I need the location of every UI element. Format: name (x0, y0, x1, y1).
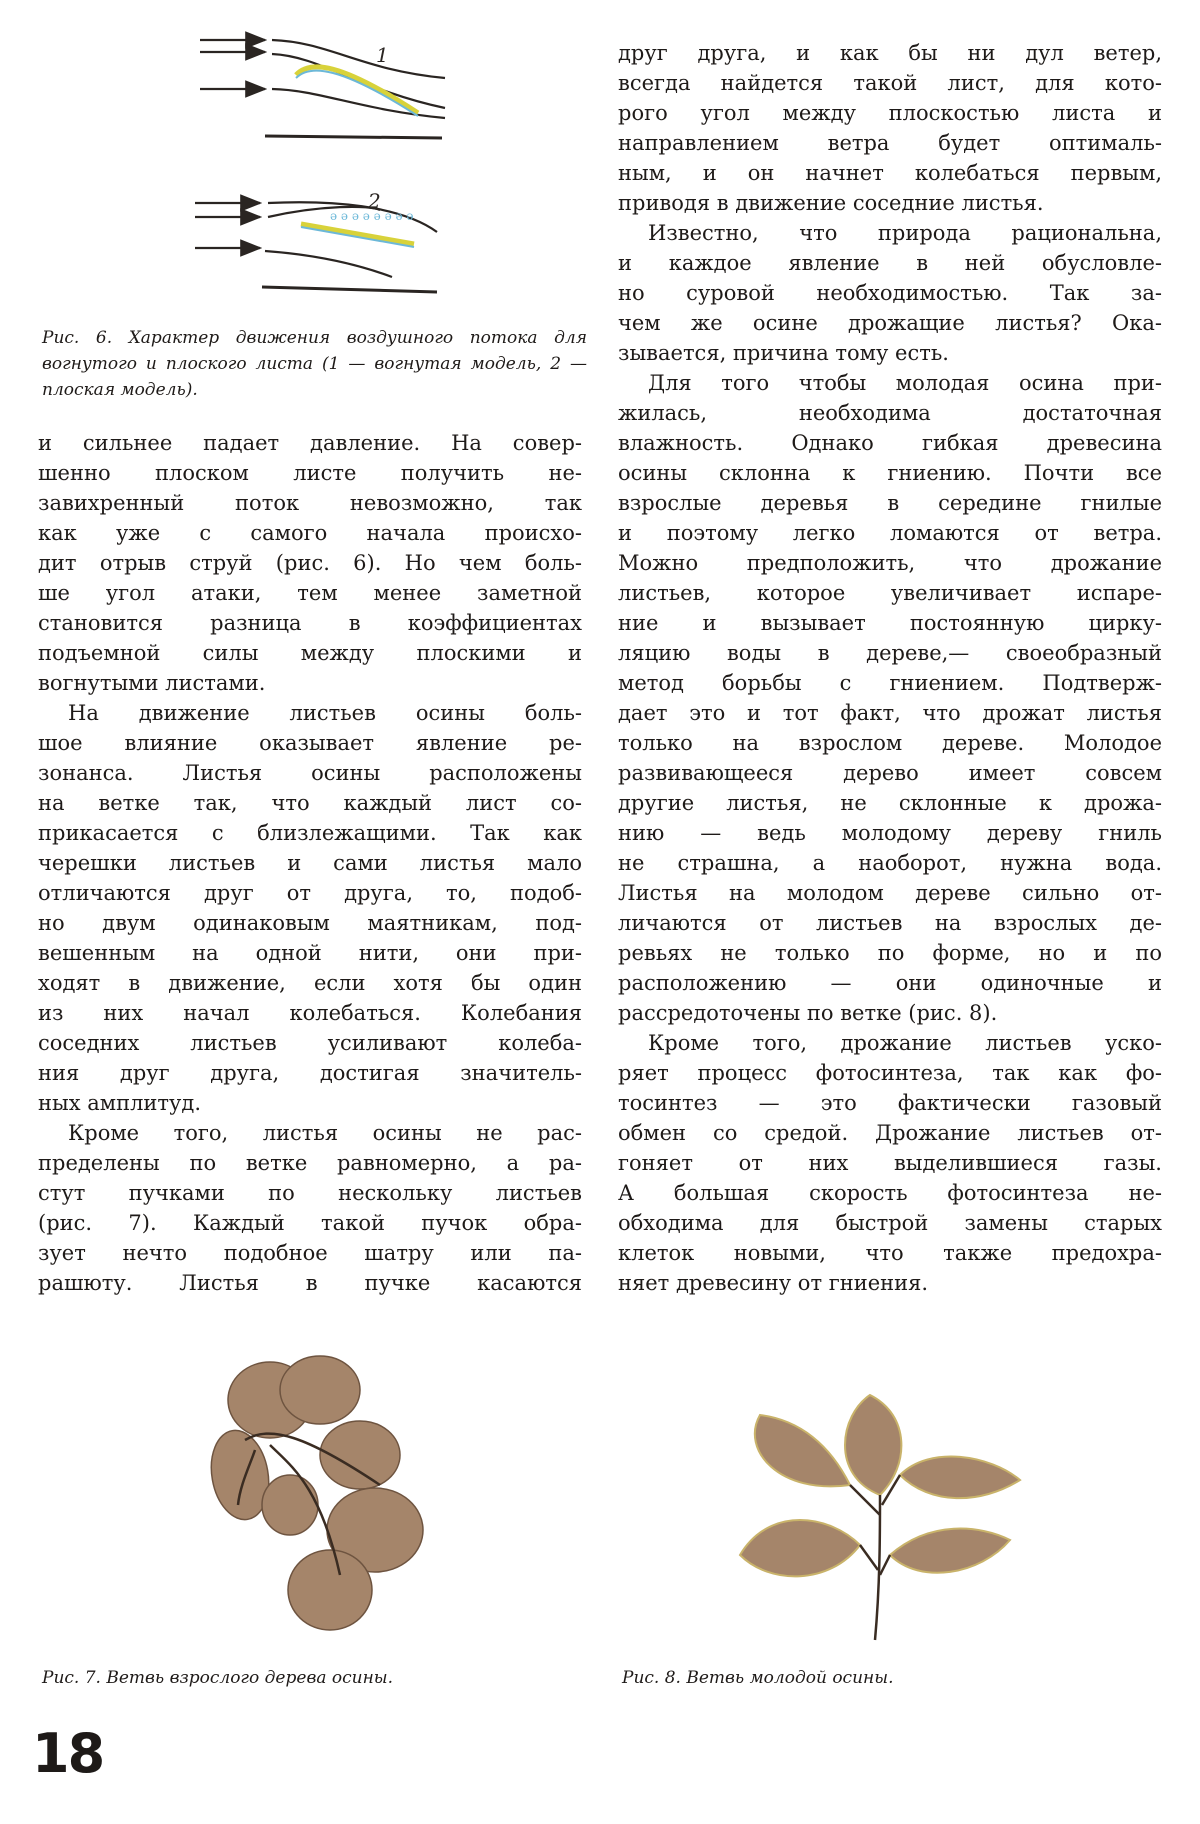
figure-6-airflow-diagram (180, 25, 460, 345)
text-line: ходят в движение, если хотя бы один (38, 971, 582, 995)
text-line: взрослые деревья в середине гнилые (618, 491, 1162, 515)
text-line: Известно, что природа рациональна, (648, 221, 1162, 245)
text-line: (рис. 7). Каждый такой пучок обра- (38, 1211, 582, 1235)
text-line: обходима для быстрой замены старых (618, 1211, 1162, 1235)
text-line: ляцию воды в дереве,— своеобразный (618, 641, 1162, 665)
text-line: ревьях не только по форме, но и по (618, 941, 1162, 965)
text-line: расположению — они одиночные и (618, 971, 1162, 995)
text-line: развивающееся дерево имеет совсем (618, 761, 1162, 785)
text-line: Кроме того, дрожание листьев уско- (648, 1031, 1162, 1055)
text-line: няет древесину от гниения. (618, 1271, 929, 1295)
text-line: из них начал колебаться. Колебания (38, 1001, 582, 1025)
text-line: всегда найдется такой лист, для кото- (618, 71, 1162, 95)
text-line: шое влияние оказывает явление ре- (38, 731, 582, 755)
figure-7-mature-aspen-branch (210, 1355, 450, 1645)
figure-6-caption: Рис. 6. Характер движения воздушного потока для вогнутого и плоского листа (1 — вогнутая модель, 2 — плоская модель). (42, 328, 587, 400)
text-line: ше угол атаки, тем менее заметной (38, 581, 582, 605)
text-line: нию — ведь молодому дереву гниль (618, 821, 1162, 845)
model-label-1: 1 (376, 43, 389, 67)
svg-text:ә ә ә ә ә ә ә ә: ә ә ә ә ә ә ә ә (330, 209, 414, 223)
text-line: рашюту. Листья в пучке касаются (38, 1271, 582, 1295)
text-line: дает это и тот факт, что дрожат листья (618, 701, 1162, 725)
left-text-column (38, 428, 582, 1298)
text-line: на ветке так, что каждый лист со- (38, 791, 582, 815)
text-line: гоняет от них выделившиеся газы. (618, 1151, 1162, 1175)
text-line: но двум одинаковым маятникам, под- (38, 911, 582, 935)
text-line: влажность. Однако гибкая древесина (618, 431, 1162, 455)
text-line: друг друга, и как бы ни дул ветер, (618, 41, 1162, 65)
text-line: вогнутыми листами. (38, 671, 266, 695)
text-line: Листья на молодом дереве сильно от- (618, 881, 1162, 905)
text-line: соседних листьев усиливают колеба- (38, 1031, 582, 1055)
text-line: листьев, которое увеличивает испаре- (618, 581, 1162, 605)
text-line: личаются от листьев на взрослых де- (618, 911, 1162, 935)
text-line: обмен со средой. Дрожание листьев от- (618, 1121, 1162, 1145)
text-line: как уже с самого начала происхо- (38, 521, 582, 545)
text-line: но суровой необходимостью. Так за- (618, 281, 1162, 305)
text-line: ных амплитуд. (38, 1091, 201, 1115)
text-line: прикасается с близлежащими. Так как (38, 821, 582, 845)
text-line: направлением ветра будет оптималь- (618, 131, 1162, 155)
text-line: и сильнее падает давление. На совер- (38, 431, 582, 455)
text-line: дит отрыв струй (рис. 6). Но чем боль- (38, 551, 582, 575)
text-line: шенно плоском листе получить не- (38, 461, 582, 485)
text-line: и каждое явление в ней обусловле- (618, 251, 1162, 275)
model-label-2: 2 (368, 189, 381, 213)
text-line: черешки листьев и сами листья мало (38, 851, 582, 875)
text-line: другие листья, не склонные к дрожа- (618, 791, 1162, 815)
text-line: чем же осине дрожащие листья? Ока- (618, 311, 1162, 335)
text-line: рого угол между плоскостью листа и (618, 101, 1162, 125)
text-line: пределены по ветке равномерно, а ра- (38, 1151, 582, 1175)
text-line: ния друг друга, достигая значитель- (38, 1061, 582, 1085)
figure-7-caption: Рис. 7. Ветвь взрослого дерева осины. (42, 1668, 394, 1688)
text-line: рассредоточены по ветке (рис. 8). (618, 1001, 998, 1025)
text-line: тосинтез — это фактически газовый (618, 1091, 1162, 1115)
text-line: зывается, причина тому есть. (618, 341, 949, 365)
text-line: ние и вызывает постоянную цирку- (618, 611, 1162, 635)
text-line: Можно предположить, что дрожание (618, 551, 1162, 575)
text-line: подъемной силы между плоскими и (38, 641, 582, 665)
text-line: отличаются друг от друга, то, подоб- (38, 881, 582, 905)
text-line: ным, и он начнет колебаться первым, (618, 161, 1162, 185)
text-line: зонанса. Листья осины расположены (38, 761, 582, 785)
concave-leaf-model (296, 67, 418, 113)
text-line: Кроме того, листья осины не рас- (68, 1121, 582, 1145)
text-line: завихренный поток невозможно, так (38, 491, 582, 515)
text-line: Для того чтобы молодая осина при- (648, 371, 1162, 395)
figure-8-caption: Рис. 8. Ветвь молодой осины. (622, 1668, 894, 1688)
text-line: А большая скорость фотосинтеза не- (618, 1181, 1162, 1205)
text-line: зует нечто подобное шатру или па- (38, 1241, 582, 1265)
text-line: осины склонна к гниению. Почти все (618, 461, 1162, 485)
text-line: жилась, необходима достаточная (618, 401, 1162, 425)
text-line: приводя в движение соседние листья. (618, 191, 1044, 215)
right-text-column (618, 38, 1162, 1298)
text-line: только на взрослом дереве. Молодое (618, 731, 1162, 755)
figure-8-young-aspen-branch (730, 1355, 1030, 1645)
flat-leaf-model (301, 224, 414, 244)
text-line: клеток новыми, что также предохра- (618, 1241, 1162, 1265)
text-line: метод борьбы с гниением. Подтверж- (618, 671, 1162, 695)
text-line: ряет процесс фотосинтеза, так как фо- (618, 1061, 1162, 1085)
text-line: На движение листьев осины боль- (68, 701, 582, 725)
text-line: становится разница в коэффициентах (38, 611, 582, 635)
text-line: и поэтому легко ломаются от ветра. (618, 521, 1162, 545)
text-line: стут пучками по нескольку листьев (38, 1181, 582, 1205)
page-number: 18 (32, 1722, 104, 1785)
text-line: вешенным на одной нити, они при- (38, 941, 582, 965)
text-line: не страшна, а наоборот, нужна вода. (618, 851, 1162, 875)
